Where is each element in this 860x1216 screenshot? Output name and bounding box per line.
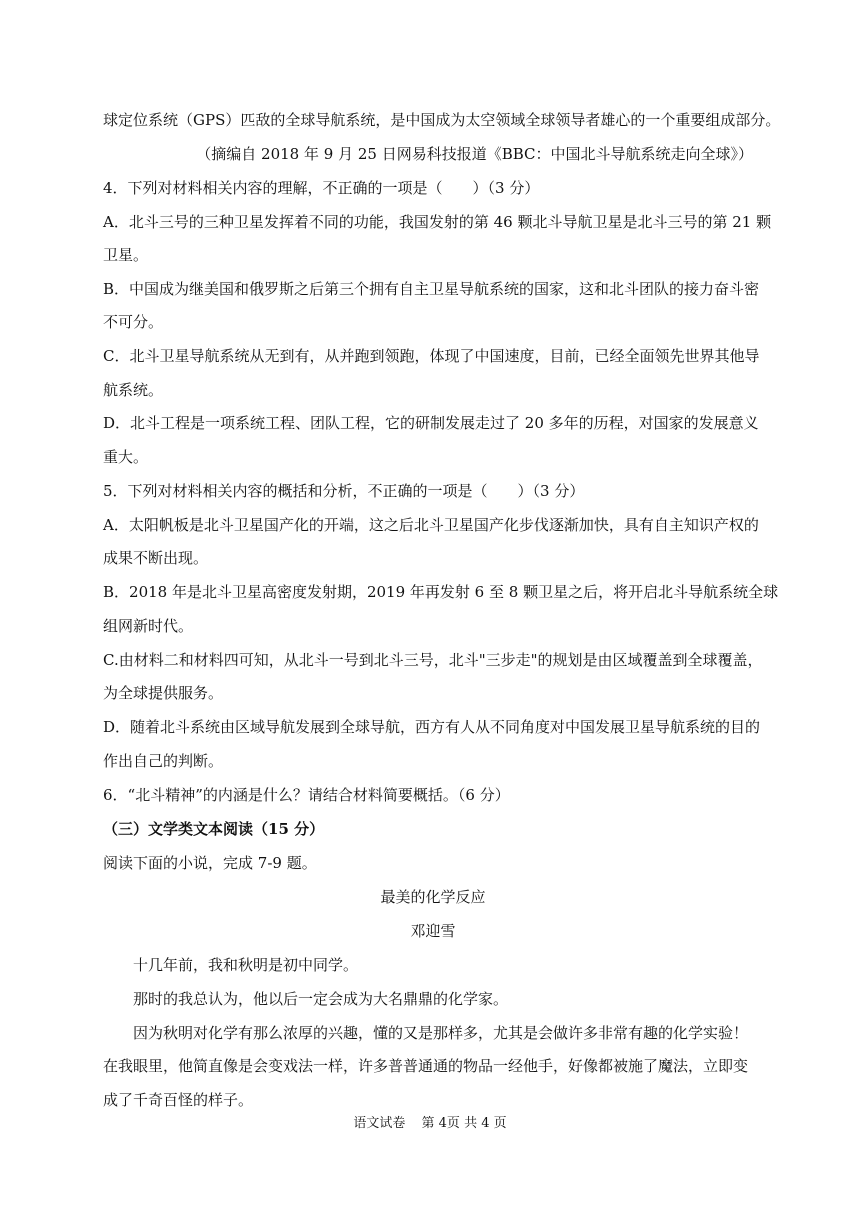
q5-option-d: D．随着北斗系统由区域导航发展到全球导航，西方有人从不同角度对中国发展卫星导航系统的目的	[103, 718, 761, 736]
story-paragraph-3-cont: 在我眼里，他简直像是会变戏法一样，许多普普通通的物品一经他手，好像都被施了魔法，立即变	[103, 1057, 749, 1075]
story-author: 邓迎雪	[410, 922, 456, 940]
q5-option-b-cont: 组网新时代。	[103, 617, 194, 635]
q4-option-b: B．中国成为继美国和俄罗斯之后第三个拥有自主卫星导航系统的国家，这和北斗团队的接力奋斗密	[103, 280, 760, 298]
story-title: 最美的化学反应	[380, 888, 486, 906]
footer-page-number: 第 4页 共 4 页	[421, 1116, 507, 1131]
text-line: 球定位系统（GPS）匹敌的全球导航系统，是中国成为太空领域全球领导者雄心的一个重要组成部分。	[103, 111, 781, 129]
q4-option-d-cont: 重大。	[103, 448, 149, 466]
q4-option-a: A．北斗三号的三种卫星发挥着不同的功能，我国发射的第 46 颗北斗导航卫星是北斗三号的第 21 颗	[103, 213, 772, 231]
page-footer	[0, 1112, 860, 1131]
q5-option-a: A．太阳帆板是北斗卫星国产化的开端，这之后北斗卫星国产化步伐逐渐加快，具有自主知识产权的	[103, 516, 759, 534]
q4-option-a-cont: 卫星。	[103, 246, 149, 264]
footer-subject: 语文试卷	[353, 1116, 406, 1131]
q5-option-a-cont: 成果不断出现。	[103, 549, 209, 567]
source-citation: （摘编自 2018 年 9 月 25 日网易科技报道《BBC：中国北斗导航系统走向全球》）	[196, 145, 753, 163]
q4-option-b-cont: 不可分。	[103, 313, 164, 331]
q4-option-d: D．北斗工程是一项系统工程、团队工程，它的研制发展走过了 20 多年的历程，对国家的发展意义	[103, 414, 759, 432]
q4-option-c-cont: 航系统。	[103, 381, 164, 399]
section-heading: （三）文学类文本阅读（15 分）	[103, 820, 325, 838]
question-6: 6．“北斗精神”的内涵是什么？请结合材料简要概括。（6 分）	[103, 786, 510, 804]
q5-option-b: B．2018 年是北斗卫星高密度发射期，2019 年再发射 6 至 8 颗卫星之后，将开启北斗导航系统全球	[103, 583, 779, 601]
q5-option-c: C.由材料二和材料四可知，从北斗一号到北斗三号，北斗"三步走"的规划是由区域覆盖到全球覆盖，	[103, 651, 763, 669]
reading-instruction: 阅读下面的小说，完成 7-9 题。	[103, 854, 317, 872]
q5-option-d-cont: 作出自己的判断。	[103, 752, 224, 770]
question-5: 5．下列对材料相关内容的概括和分析，不正确的一项是（ ）（3 分）	[103, 482, 585, 500]
story-paragraph-1: 十几年前，我和秋明是初中同学。	[133, 956, 359, 974]
story-paragraph-3: 因为秋明对化学有那么浓厚的兴趣，懂的又是那样多，尤其是会做许多非常有趣的化学实验！	[133, 1024, 749, 1042]
q5-option-c-cont: 为全球提供服务。	[103, 684, 224, 702]
question-4: 4．下列对材料相关内容的理解，不正确的一项是（ ）（3 分）	[103, 179, 540, 197]
story-paragraph-2: 那时的我总认为，他以后一定会成为大名鼎鼎的化学家。	[133, 990, 509, 1008]
story-paragraph-3-end: 成了千奇百怪的样子。	[103, 1091, 254, 1109]
q4-option-c: C．北斗卫星导航系统从无到有，从并跑到领跑，体现了中国速度，目前，已经全面领先世界其他导	[103, 347, 760, 365]
